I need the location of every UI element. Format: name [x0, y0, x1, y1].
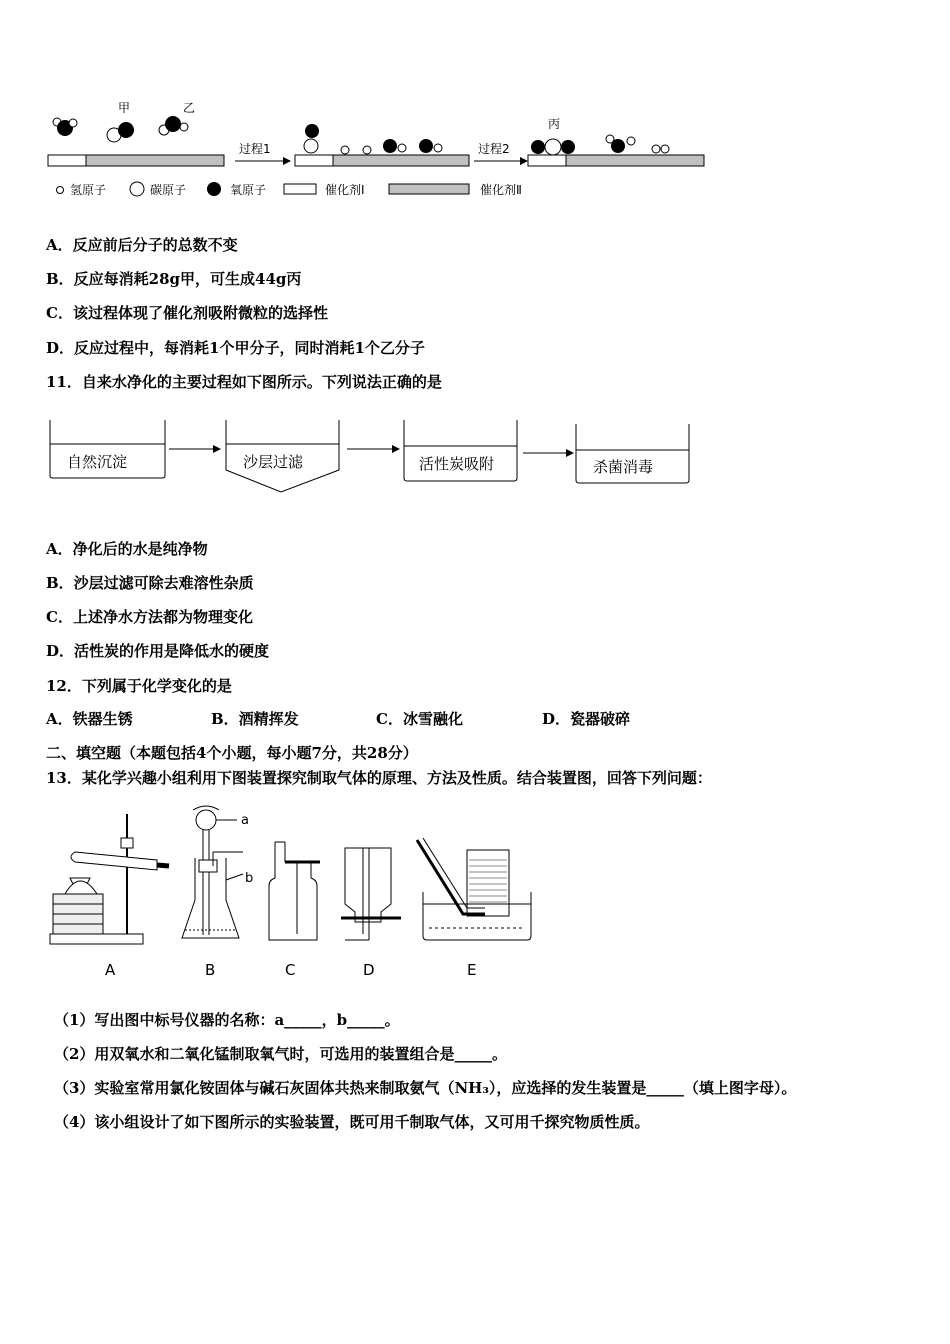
- legend-cat1: 催化剂Ⅰ: [325, 183, 365, 197]
- marker-a: a: [241, 813, 249, 828]
- q13-sub1: （1）写出图中标号仪器的名称：a_____，b_____。: [54, 1011, 400, 1029]
- q13-sub4: （4）该小组设计了如下图所示的实验装置，既可用千制取气体，又可用千探究物质性质。: [54, 1113, 650, 1131]
- q11-stem: 11．自来水净化的主要过程如下图所示。下列说法正确的是: [46, 373, 442, 391]
- apparatus-b-icon: [182, 806, 243, 938]
- apparatus-label-b: B: [205, 961, 216, 979]
- step-settling: 自然沉淀: [67, 453, 128, 471]
- q11-option-d: D．活性炭的作用是降低水的硬度: [46, 642, 270, 660]
- apparatus-e-icon: [417, 838, 531, 940]
- legend-cat2: 催化剂Ⅱ: [480, 183, 522, 197]
- reaction-process-figure: [40, 95, 720, 205]
- step-carbon: 活性炭吸附: [419, 455, 495, 473]
- q10-option-a: A．反应前后分子的总数不变: [46, 236, 238, 254]
- q11-option-c: C．上述净水方法都为物理变化: [46, 608, 253, 626]
- q13-sub3: （3）实验室常用氯化铵固体与碱石灰固体共热来制取氨气（NH₃），应选择的发生装置是_____（填上图字母）。: [54, 1079, 797, 1097]
- step-disinfect: 杀菌消毒: [593, 458, 654, 476]
- molecule-1-icon: [107, 122, 134, 142]
- molecule-bing-icon: [531, 139, 575, 155]
- process1-label: 过程1: [239, 142, 271, 156]
- q12-option-c: C．冰雪融化: [376, 710, 463, 728]
- label-yi: 乙: [183, 101, 196, 115]
- o-atom-legend-icon: [207, 182, 221, 196]
- h-atom-legend-icon: [57, 187, 64, 194]
- molecule-jia-icon: [53, 118, 77, 136]
- step-sand-filter: 沙层过滤: [243, 453, 304, 471]
- apparatus-label-c: C: [285, 961, 296, 979]
- q13-stem: 13．某化学兴趣小组利用下图装置探究制取气体的原理、方法及性质。结合装置图，回答下列问题：: [46, 769, 712, 787]
- c-atom-legend-icon: [130, 182, 144, 196]
- q12-option-a: A．铁器生锈: [46, 710, 133, 728]
- q11-option-b: B．沙层过滤可除去难溶性杂质: [46, 574, 254, 592]
- process2-label: 过程2: [478, 142, 510, 156]
- apparatus-label-e: E: [467, 961, 477, 979]
- q12-option-b: B．酒精挥发: [211, 710, 299, 728]
- apparatus-label-d: D: [363, 961, 375, 979]
- water-purification-figure: [45, 418, 695, 498]
- marker-b: b: [245, 871, 254, 886]
- q10-option-c: C．该过程体现了催化剂吸附微粒的选择性: [46, 304, 328, 322]
- section2-title: 二、填空题（本题包括4个小题，每小题7分，共28分）: [46, 744, 418, 762]
- q12-option-d: D．瓷器破碎: [542, 710, 631, 728]
- cat1-legend-swatch: [284, 184, 316, 194]
- cat2-legend-swatch: [389, 184, 469, 194]
- legend-o: 氧原子: [230, 183, 267, 197]
- label-jia: 甲: [118, 101, 131, 115]
- q12-stem: 12．下列属于化学变化的是: [46, 677, 232, 695]
- q10-option-b: B．反应每消耗28g甲，可生成44g丙: [46, 270, 302, 288]
- legend-c: 碳原子: [150, 183, 187, 197]
- apparatus-a-icon: [50, 814, 169, 944]
- apparatus-c-icon: [269, 842, 320, 940]
- q13-sub2: （2）用双氧水和二氧化锰制取氧气时，可选用的装置组合是_____。: [54, 1045, 507, 1063]
- apparatus-figure: [45, 800, 545, 985]
- molecule-yi-icon: [159, 116, 188, 135]
- apparatus-label-a: A: [105, 961, 116, 979]
- apparatus-d-icon: [341, 848, 401, 940]
- legend-h: 氢原子: [70, 183, 107, 197]
- label-bing: 丙: [548, 117, 561, 131]
- q10-option-d: D．反应过程中，每消耗1个甲分子，同时消耗1个乙分子: [46, 339, 425, 357]
- q11-option-a: A．净化后的水是纯净物: [46, 540, 208, 558]
